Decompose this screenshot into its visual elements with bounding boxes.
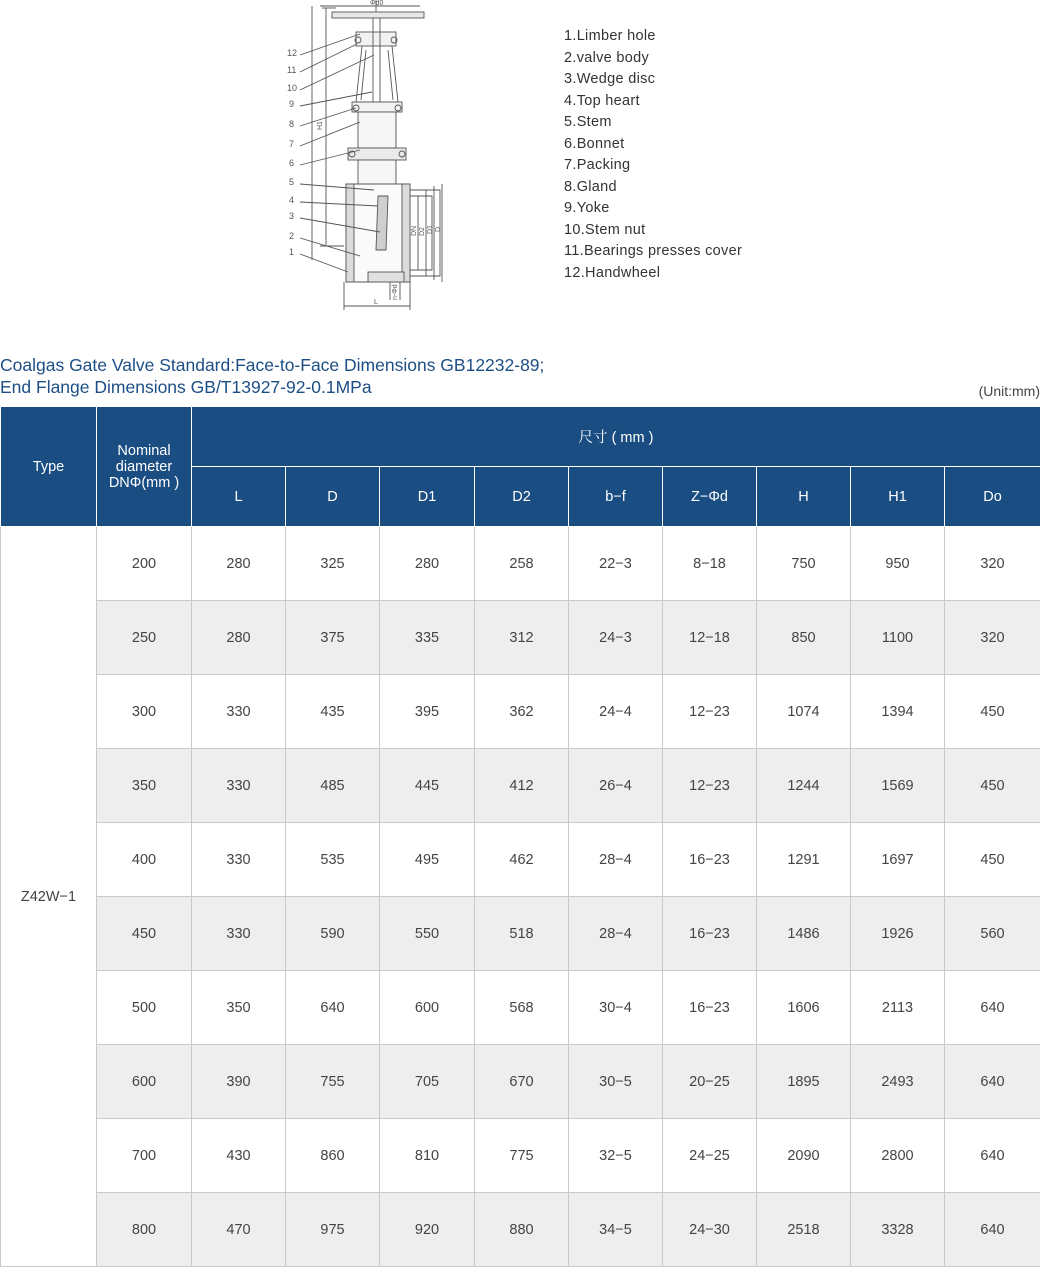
callout-4: 4 bbox=[289, 195, 294, 205]
callout-9: 9 bbox=[289, 99, 294, 109]
table-cell: 330 bbox=[192, 823, 286, 897]
table-cell: 8−18 bbox=[663, 527, 757, 601]
table-cell: 450 bbox=[945, 823, 1040, 897]
column-header: D2 bbox=[475, 467, 569, 527]
dim-d1-label: D1 bbox=[427, 225, 434, 234]
table-cell: 2113 bbox=[851, 971, 945, 1045]
table-cell: 450 bbox=[945, 749, 1040, 823]
table-cell: 445 bbox=[380, 749, 475, 823]
table-cell: 34−5 bbox=[569, 1193, 663, 1267]
nominal-diameter-cell: 250 bbox=[97, 601, 192, 675]
table-cell: 1100 bbox=[851, 601, 945, 675]
table-cell: 640 bbox=[945, 1119, 1040, 1193]
table-row bbox=[1, 749, 1040, 823]
part-item: 2.valve body bbox=[564, 48, 742, 70]
table-cell: 950 bbox=[851, 527, 945, 601]
dim-l-label: L bbox=[374, 299, 378, 306]
table-cell: 1895 bbox=[757, 1045, 851, 1119]
column-header: D1 bbox=[380, 467, 475, 527]
table-cell: 16−23 bbox=[663, 897, 757, 971]
callout-7: 7 bbox=[289, 139, 294, 149]
part-item: 11.Bearings presses cover bbox=[564, 241, 742, 263]
table-cell: 30−4 bbox=[569, 971, 663, 1045]
table-cell: 860 bbox=[286, 1119, 380, 1193]
table-cell: 1926 bbox=[851, 897, 945, 971]
column-header: b−f bbox=[569, 467, 663, 527]
table-cell: 330 bbox=[192, 749, 286, 823]
table-cell: 1697 bbox=[851, 823, 945, 897]
valve-diagram bbox=[270, 0, 460, 315]
table-body bbox=[1, 527, 1040, 1267]
table-row bbox=[1, 971, 1040, 1045]
table-cell: 330 bbox=[192, 897, 286, 971]
table-cell: 362 bbox=[475, 675, 569, 749]
dim-h1-label: H1 bbox=[317, 121, 324, 130]
table-cell: 330 bbox=[192, 675, 286, 749]
callout-1: 1 bbox=[289, 247, 294, 257]
table-cell: 28−4 bbox=[569, 897, 663, 971]
table-cell: 2518 bbox=[757, 1193, 851, 1267]
part-item: 4.Top heart bbox=[564, 91, 742, 113]
table-cell: 350 bbox=[192, 971, 286, 1045]
table-cell: 12−23 bbox=[663, 749, 757, 823]
table-cell: 462 bbox=[475, 823, 569, 897]
table-cell: 2800 bbox=[851, 1119, 945, 1193]
table-cell: 16−23 bbox=[663, 823, 757, 897]
table-cell: 12−18 bbox=[663, 601, 757, 675]
table-row bbox=[1, 675, 1040, 749]
part-item: 5.Stem bbox=[564, 112, 742, 134]
table-cell: 325 bbox=[286, 527, 380, 601]
table-cell: 485 bbox=[286, 749, 380, 823]
table-row bbox=[1, 897, 1040, 971]
table-cell: 412 bbox=[475, 749, 569, 823]
table-cell: 850 bbox=[757, 601, 851, 675]
nominal-diameter-cell: 400 bbox=[97, 823, 192, 897]
part-item: 12.Handwheel bbox=[564, 263, 742, 285]
table-cell: 280 bbox=[192, 601, 286, 675]
nominal-diameter-cell: 350 bbox=[97, 749, 192, 823]
dim-d0-label: Φd0 bbox=[370, 0, 383, 7]
title-line-2: End Flange Dimensions GB/T13927-92-0.1MPa bbox=[0, 376, 544, 398]
nominal-diameter-cell: 500 bbox=[97, 971, 192, 1045]
part-item: 3.Wedge disc bbox=[564, 69, 742, 91]
table-cell: 1244 bbox=[757, 749, 851, 823]
column-header: H1 bbox=[851, 467, 945, 527]
table-row bbox=[1, 1193, 1040, 1267]
table-cell: 320 bbox=[945, 527, 1040, 601]
table-cell: 640 bbox=[945, 1045, 1040, 1119]
table-cell: 30−5 bbox=[569, 1045, 663, 1119]
table-cell: 750 bbox=[757, 527, 851, 601]
table-cell: 450 bbox=[945, 675, 1040, 749]
table-cell: 24−4 bbox=[569, 675, 663, 749]
table-cell: 775 bbox=[475, 1119, 569, 1193]
table-cell: 16−23 bbox=[663, 971, 757, 1045]
table-cell: 24−30 bbox=[663, 1193, 757, 1267]
nominal-diameter-cell: 200 bbox=[97, 527, 192, 601]
table-cell: 395 bbox=[380, 675, 475, 749]
table-cell: 258 bbox=[475, 527, 569, 601]
part-item: 1.Limber hole bbox=[564, 26, 742, 48]
table-cell: 435 bbox=[286, 675, 380, 749]
table-row bbox=[1, 823, 1040, 897]
nominal-diameter-header: Nominal diameter DNΦ(mm ) bbox=[97, 407, 192, 527]
table-cell: 320 bbox=[945, 601, 1040, 675]
table-cell: 22−3 bbox=[569, 527, 663, 601]
column-header: H bbox=[757, 467, 851, 527]
table-cell: 1486 bbox=[757, 897, 851, 971]
table-cell: 312 bbox=[475, 601, 569, 675]
dim-d-label: D bbox=[435, 227, 442, 232]
nominal-diameter-cell: 300 bbox=[97, 675, 192, 749]
callout-11: 11 bbox=[287, 65, 296, 75]
column-header: Z−Φd bbox=[663, 467, 757, 527]
nominal-diameter-cell: 700 bbox=[97, 1119, 192, 1193]
table-cell: 28−4 bbox=[569, 823, 663, 897]
table-cell: 495 bbox=[380, 823, 475, 897]
table-cell: 640 bbox=[945, 971, 1040, 1045]
table-cell: 640 bbox=[945, 1193, 1040, 1267]
callout-8: 8 bbox=[289, 119, 294, 129]
dim-d2-label: D2 bbox=[419, 227, 426, 236]
table-cell: 390 bbox=[192, 1045, 286, 1119]
part-item: 6.Bonnet bbox=[564, 134, 742, 156]
type-header: Type bbox=[1, 407, 97, 527]
table-row bbox=[1, 601, 1040, 675]
callout-5: 5 bbox=[289, 177, 294, 187]
part-item: 8.Gland bbox=[564, 177, 742, 199]
table-cell: 590 bbox=[286, 897, 380, 971]
table-cell: 705 bbox=[380, 1045, 475, 1119]
dim-dn-label: DN bbox=[411, 226, 418, 236]
title-line-1: Coalgas Gate Valve Standard:Face-to-Face Dimensions GB12232-89; bbox=[0, 354, 544, 376]
table-cell: 880 bbox=[475, 1193, 569, 1267]
callout-10: 10 bbox=[287, 83, 297, 93]
table-cell: 470 bbox=[192, 1193, 286, 1267]
table-cell: 2090 bbox=[757, 1119, 851, 1193]
callout-2: 2 bbox=[289, 231, 294, 241]
table-cell: 280 bbox=[380, 527, 475, 601]
table-cell: 32−5 bbox=[569, 1119, 663, 1193]
table-cell: 600 bbox=[380, 971, 475, 1045]
unit-label: (Unit:mm) bbox=[979, 383, 1040, 399]
table-row bbox=[1, 1045, 1040, 1119]
table-cell: 975 bbox=[286, 1193, 380, 1267]
table-cell: 568 bbox=[475, 971, 569, 1045]
table-cell: 755 bbox=[286, 1045, 380, 1119]
table-cell: 810 bbox=[380, 1119, 475, 1193]
type-cell: Z42W−1 bbox=[1, 527, 97, 1267]
column-header: D bbox=[286, 467, 380, 527]
table-cell: 550 bbox=[380, 897, 475, 971]
callout-6: 6 bbox=[289, 158, 294, 168]
table-cell: 2493 bbox=[851, 1045, 945, 1119]
table-cell: 1074 bbox=[757, 675, 851, 749]
dim-nphid-label: n-Φd bbox=[392, 284, 399, 300]
table-cell: 26−4 bbox=[569, 749, 663, 823]
table-cell: 560 bbox=[945, 897, 1040, 971]
callout-3: 3 bbox=[289, 211, 294, 221]
nominal-diameter-cell: 800 bbox=[97, 1193, 192, 1267]
part-item: 7.Packing bbox=[564, 155, 742, 177]
table-title bbox=[0, 354, 544, 398]
column-header: L bbox=[192, 467, 286, 527]
dimension-group-header: 尺寸 ( mm ) bbox=[192, 407, 1040, 467]
table-cell: 24−25 bbox=[663, 1119, 757, 1193]
table-cell: 24−3 bbox=[569, 601, 663, 675]
table-cell: 20−25 bbox=[663, 1045, 757, 1119]
nominal-diameter-cell: 450 bbox=[97, 897, 192, 971]
part-item: 9.Yoke bbox=[564, 198, 742, 220]
parts-list bbox=[564, 26, 742, 284]
table-cell: 335 bbox=[380, 601, 475, 675]
callout-12: 12 bbox=[287, 48, 297, 58]
table-cell: 1394 bbox=[851, 675, 945, 749]
table-cell: 1606 bbox=[757, 971, 851, 1045]
table-cell: 518 bbox=[475, 897, 569, 971]
table-cell: 670 bbox=[475, 1045, 569, 1119]
table-cell: 535 bbox=[286, 823, 380, 897]
table-cell: 920 bbox=[380, 1193, 475, 1267]
spec-table bbox=[0, 406, 1040, 1267]
table-cell: 430 bbox=[192, 1119, 286, 1193]
column-header: Do bbox=[945, 467, 1040, 527]
nominal-diameter-cell: 600 bbox=[97, 1045, 192, 1119]
table-cell: 12−23 bbox=[663, 675, 757, 749]
table-row bbox=[1, 1119, 1040, 1193]
table-cell: 280 bbox=[192, 527, 286, 601]
table-row bbox=[1, 527, 1040, 601]
part-item: 10.Stem nut bbox=[564, 220, 742, 242]
table-cell: 1291 bbox=[757, 823, 851, 897]
table-cell: 3328 bbox=[851, 1193, 945, 1267]
table-cell: 640 bbox=[286, 971, 380, 1045]
table-cell: 1569 bbox=[851, 749, 945, 823]
table-cell: 375 bbox=[286, 601, 380, 675]
